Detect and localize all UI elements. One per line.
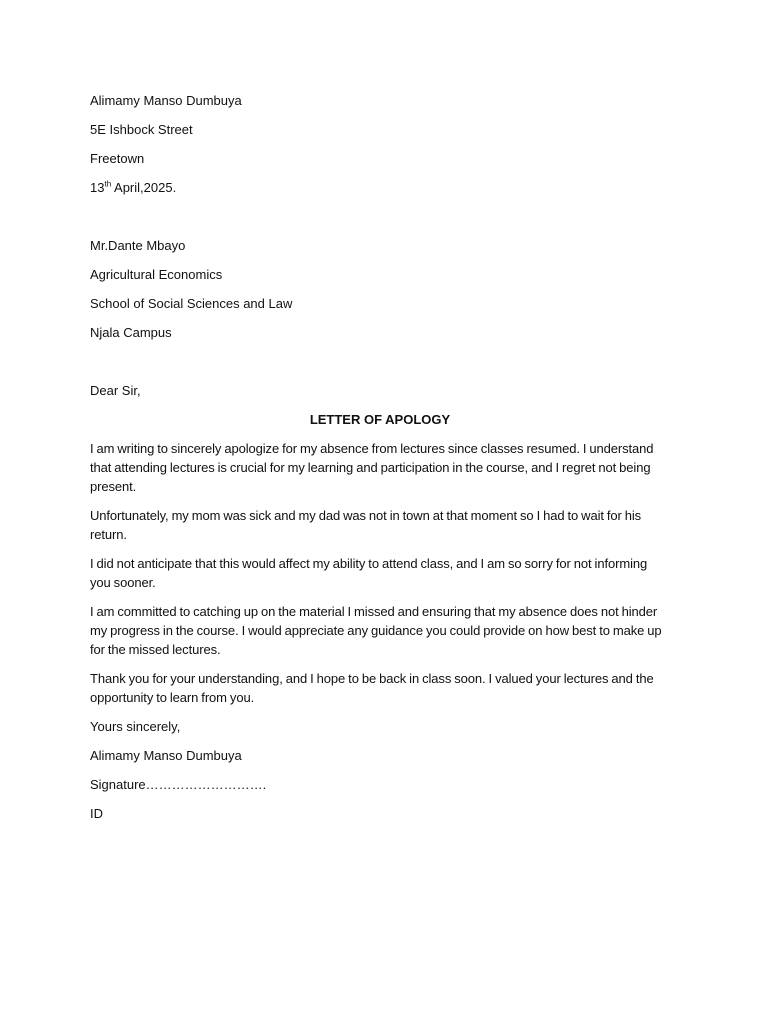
letter-date [90,178,670,197]
paragraph-regret: I did not anticipate that this would affect my ability to attend class, and I am so sorry for not informing you sooner. [90,556,648,590]
recipient-department: Agricultural Economics [90,267,223,282]
sender-street: 5E Ishbock Street [90,122,193,137]
id-label: ID [90,806,103,821]
date-suffix: th [104,179,112,189]
paragraph-commitment: I am committed to catching up on the material I missed and ensuring that my absence does not hinder my progress in the course. I would appreciate any guidance you could provide on how best to make up for the missed lectures. [90,604,662,657]
signature-line: Signature………………………. [90,777,267,792]
paragraph-thanks: Thank you for your understanding, and I hope to be back in class soon. I valued your lectures and the opportunity to learn from you. [90,671,654,705]
sender-name: Alimamy Manso Dumbuya [90,93,242,108]
sender-city: Freetown [90,151,145,166]
valediction: Yours sincerely, [90,719,181,734]
recipient-name: Mr.Dante Mbayo [90,238,186,253]
recipient-campus: Njala Campus [90,325,172,340]
date-rest: April,2025. [111,180,177,195]
paragraph-reason: Unfortunately, my mom was sick and my dad was not in town at that moment so I had to wait for his return. [90,508,642,542]
date-day: 13 [90,180,105,195]
closing-name: Alimamy Manso Dumbuya [90,748,242,763]
recipient-school: School of Social Sciences and Law [90,296,293,311]
salutation: Dear Sir, [90,383,141,398]
paragraph-apology: I am writing to sincerely apologize for my absence from lectures since classes resumed. I understand that attending lectures is crucial for my learning and participation in the course, and I regret not being present. [90,441,654,494]
letter-body [90,91,670,833]
letter-title: LETTER OF APOLOGY [309,412,451,427]
